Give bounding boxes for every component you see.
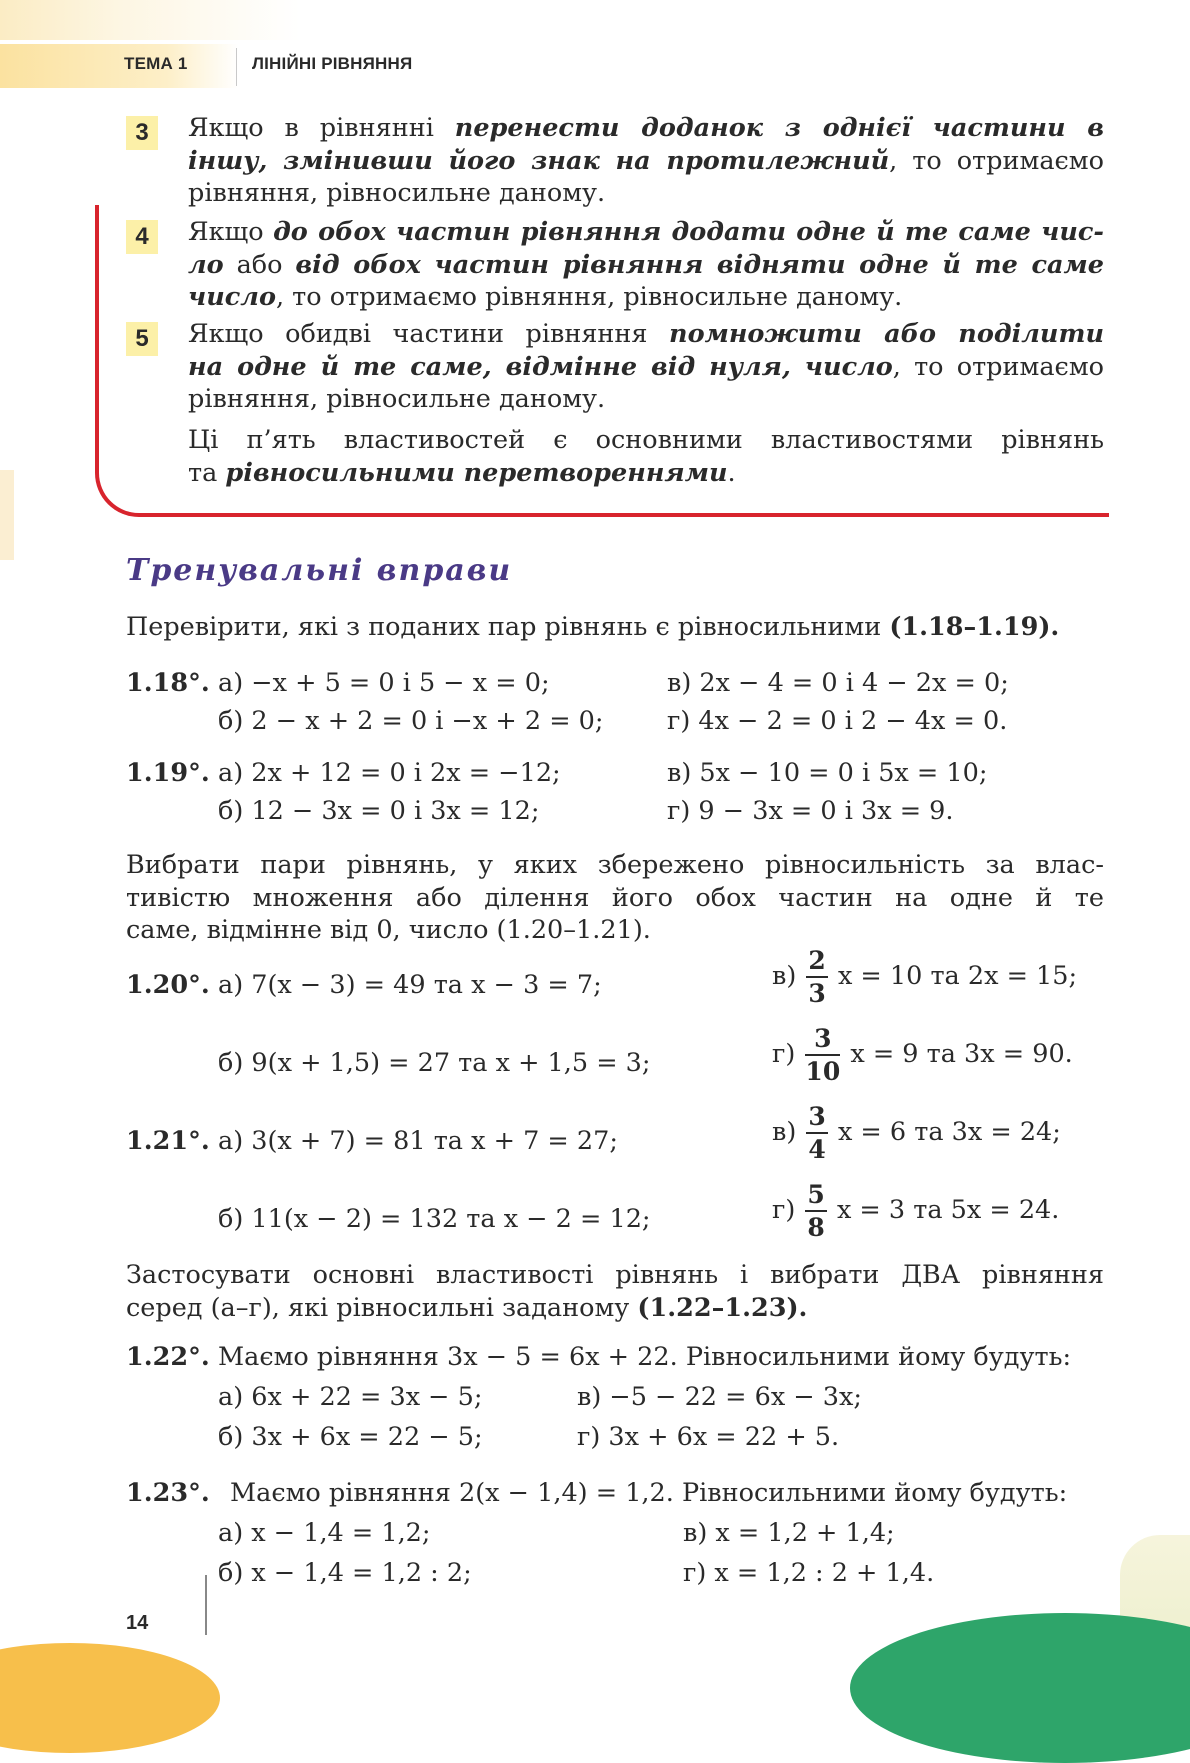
exercise-item: б) 11(x − 2) = 132 та x − 2 = 12; (218, 1204, 651, 1234)
exercise-item: в) −5 − 22 = 6x − 3x; (577, 1382, 862, 1412)
exercise-number: 1.21°. (126, 1126, 210, 1156)
exercise-item: г) 3x + 6x = 22 + 5. (577, 1422, 840, 1452)
chapter-title: ЛІНІЙНІ РІВНЯННЯ (252, 54, 413, 73)
exercise-item-fraction: г) $\frac{5}{8}$ x = 3 та 5x = 24. (772, 1180, 1060, 1242)
property-number: 4 (126, 220, 158, 254)
exercise-number: 1.20°. (126, 970, 210, 1000)
exercise-item: а) x − 1,4 = 1,2; (218, 1518, 431, 1548)
header-bar (0, 44, 238, 88)
header-divider (236, 48, 237, 86)
exercise-item: г) x = 1,2 : 2 + 1,4. (683, 1558, 935, 1588)
exercise-item: б) 3x + 6x = 22 − 5; (218, 1422, 483, 1452)
bottom-right-green-decoration (850, 1613, 1190, 1763)
exercise-item: г) 9 − 3x = 0 і 3x = 9. (667, 796, 954, 826)
page-number: 14 (126, 1612, 149, 1634)
exercise-item-fraction: в) $\frac{3}{4}$ x = 6 та 3x = 24; (772, 1102, 1061, 1164)
exercise-item: б) 2 − x + 2 = 0 і −x + 2 = 0; (218, 706, 604, 736)
task-instruction: Перевірити, які з поданих пар рівнянь є рівносильними (1.18–1.19). (126, 612, 1060, 642)
corner-decoration (0, 0, 300, 40)
left-edge-decoration (0, 470, 14, 560)
theme-label: ТЕМА 1 (124, 54, 188, 73)
exercise-intro: Маємо рівняння 3x − 5 = 6x + 22. Рівносильними йому будуть: (218, 1342, 1072, 1372)
exercise-number: 1.22°. (126, 1342, 210, 1372)
conclusion-text: Ці п’ять властивостей є основними властивостями рівнянь та рівносильними перетвореннями. (188, 425, 1104, 488)
exercise-item: б) 12 − 3x = 0 і 3x = 12; (218, 796, 540, 826)
exercise-item: в) x = 1,2 + 1,4; (683, 1518, 895, 1548)
task-instruction: Вибрати пари рівнянь, у яких збережено рівносильність за влас- тивістю множення або ділення його обох частин на одне й те саме, відмінне від 0, число (1.20–1.21). (126, 850, 1104, 945)
property-number: 5 (126, 322, 158, 356)
exercise-number: 1.18°. (126, 668, 210, 698)
exercise-item: а) 7(x − 3) = 49 та x − 3 = 7; (218, 970, 602, 1000)
exercise-item: в) 5x − 10 = 0 і 5x = 10; (667, 758, 988, 788)
exercise-item-fraction: в) $\frac{2}{3}$ x = 10 та 2x = 15; (772, 946, 1078, 1008)
exercise-item: а) −x + 5 = 0 і 5 − x = 0; (218, 668, 550, 698)
bottom-left-decoration (0, 1643, 220, 1753)
page-number-divider (205, 1575, 207, 1635)
property-number: 3 (126, 116, 158, 150)
exercise-item: а) 6x + 22 = 3x − 5; (218, 1382, 483, 1412)
exercise-item: б) x − 1,4 = 1,2 : 2; (218, 1558, 472, 1588)
exercise-intro: Маємо рівняння 2(x − 1,4) = 1,2. Рівносильними йому будуть: (230, 1478, 1068, 1508)
exercise-item-fraction: г) $\frac{3}{10}$ x = 9 та 3x = 90. (772, 1024, 1073, 1086)
exercise-item: в) 2x − 4 = 0 і 4 − 2x = 0; (667, 668, 1009, 698)
property-4-text: Якщо до обох частин рівняння додати одне й те саме чис- ло або від обох частин рівняння відняти одне й те саме число, то отримаємо рівняння, рівносильне даному. (188, 217, 1104, 312)
exercise-item: а) 3(x + 7) = 81 та x + 7 = 27; (218, 1126, 618, 1156)
exercise-item: г) 4x − 2 = 0 і 2 − 4x = 0. (667, 706, 1008, 736)
property-3-text: Якщо в рівнянні перенести доданок з однієї частини в іншу, змінивши його знак на протилежний, то отримаємо рівняння, рівносильне даному. (188, 113, 1104, 208)
exercise-item: б) 9(x + 1,5) = 27 та x + 1,5 = 3; (218, 1048, 651, 1078)
task-instruction: Застосувати основні властивості рівнянь і вибрати ДВА рівняння серед (а–г), які рівносильні заданому (1.22–1.23). (126, 1260, 1104, 1323)
section-title: Тренувальні вправи (126, 553, 513, 588)
exercise-number: 1.23°. (126, 1478, 210, 1508)
property-5-text: Якщо обидві частини рівняння помножити або поділити на одне й те саме, відмінне від нуля, число, то отримаємо рівняння, рівносильне даному. (188, 319, 1105, 414)
exercise-number: 1.19°. (126, 758, 210, 788)
exercise-item: а) 2x + 12 = 0 і 2x = −12; (218, 758, 561, 788)
